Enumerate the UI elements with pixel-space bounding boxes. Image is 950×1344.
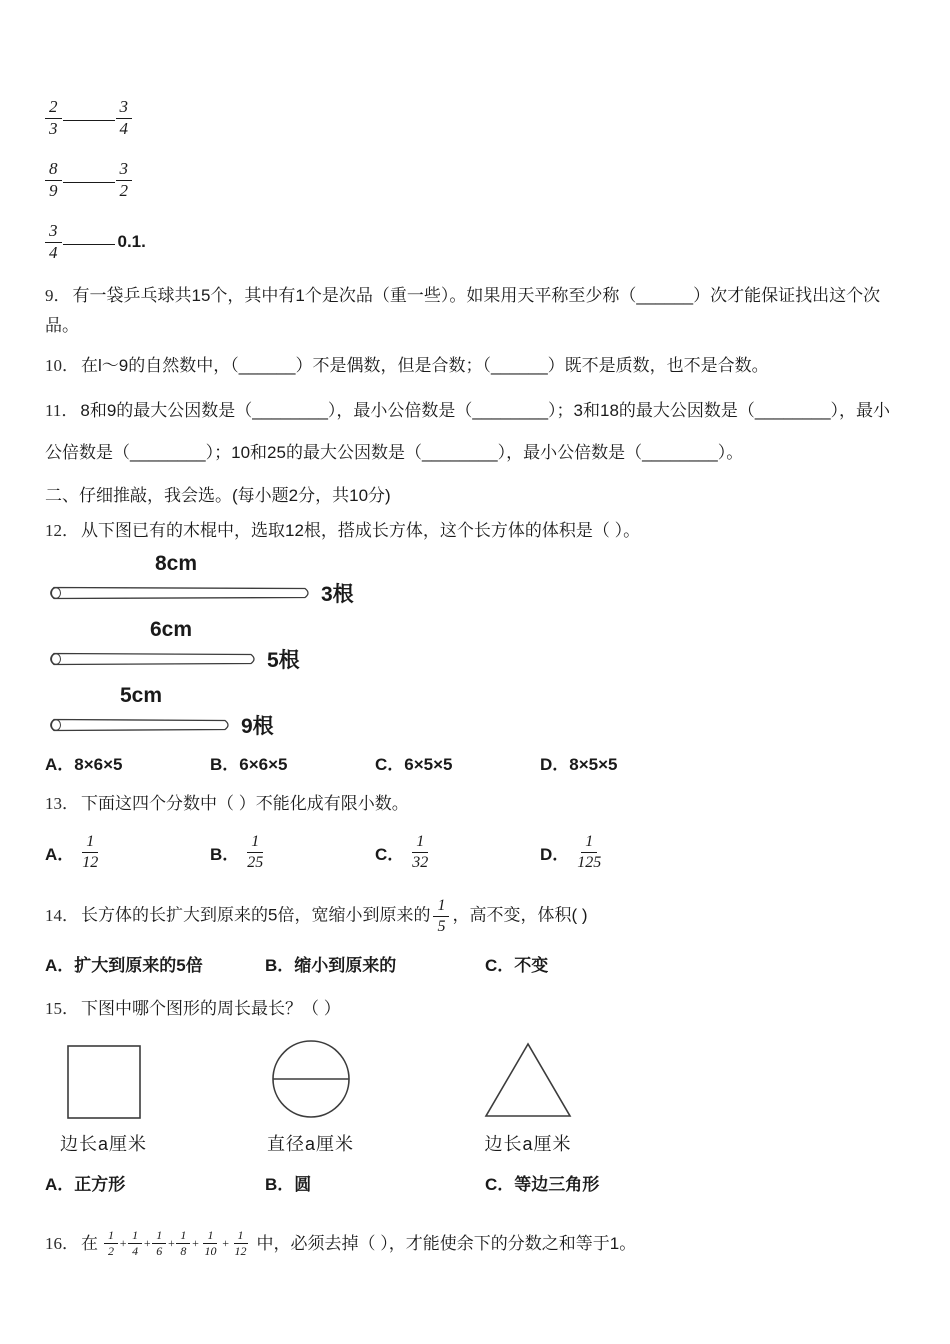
option-b bbox=[210, 833, 375, 871]
option-a: A．正方形 bbox=[45, 1175, 126, 1195]
fraction bbox=[176, 1229, 190, 1258]
option-a: A．8×6×5 bbox=[45, 755, 123, 775]
question-number: 16． bbox=[45, 1234, 79, 1254]
question-text-after: ，高不变，体积( ) bbox=[452, 905, 588, 925]
fraction-numerator: 1 bbox=[82, 833, 98, 853]
plus-sign: + bbox=[143, 1236, 152, 1251]
decimal-value: 0.1. bbox=[117, 232, 146, 251]
answer-blank bbox=[63, 243, 115, 245]
q13-options bbox=[45, 833, 912, 871]
triangle-label: 边长a厘米 bbox=[484, 1134, 572, 1155]
circle-label: 直径a厘米 bbox=[267, 1134, 355, 1155]
fraction bbox=[78, 833, 102, 871]
fraction bbox=[104, 1229, 118, 1258]
question-text-after: 中，必须去掉（ ），才能使余下的分数之和等于1。 bbox=[256, 1234, 637, 1254]
stick-drawing bbox=[45, 651, 259, 667]
fraction-numerator: 1 bbox=[433, 897, 449, 917]
fraction-compare-row-2 bbox=[45, 157, 912, 203]
q12-options bbox=[45, 750, 912, 775]
fraction-denominator: 6 bbox=[156, 1244, 163, 1259]
triangle-shape bbox=[482, 1040, 574, 1120]
question-9 bbox=[45, 281, 912, 341]
fraction-numerator: 1 bbox=[234, 1229, 248, 1244]
fraction-denominator: 10 bbox=[204, 1244, 217, 1259]
question-number: 13． bbox=[45, 794, 79, 814]
option-c: C．不变 bbox=[485, 956, 549, 976]
fraction-denominator: 12 bbox=[234, 1244, 247, 1259]
question-13 bbox=[45, 789, 912, 819]
option-letter: A． bbox=[45, 844, 75, 864]
fraction-numerator: 1 bbox=[104, 1229, 118, 1244]
question-text-before: 在 bbox=[81, 1234, 98, 1254]
fraction-denominator: 2 bbox=[108, 1244, 114, 1259]
fraction-denominator: 12 bbox=[82, 853, 99, 871]
option-b: B．缩小到原来的 bbox=[265, 956, 397, 976]
option-letter: D． bbox=[540, 844, 570, 864]
question-number: 9． bbox=[45, 286, 71, 305]
square-label: 边长a厘米 bbox=[60, 1134, 148, 1155]
fraction bbox=[433, 897, 449, 935]
fraction bbox=[573, 833, 605, 871]
fraction-numerator: 3 bbox=[116, 160, 133, 181]
fraction bbox=[128, 1229, 142, 1258]
fraction-numerator: 1 bbox=[152, 1229, 166, 1244]
section-2-title: 二、仔细推敲，我会选。(每小题2分，共10分) bbox=[45, 485, 391, 505]
fraction-numerator: 1 bbox=[247, 833, 263, 853]
question-text-line2: 公倍数是（________）；10和25的最大公因数是（________），最小公倍数是（________）。 bbox=[45, 442, 744, 462]
fraction-numerator: 8 bbox=[45, 160, 62, 181]
fraction-left bbox=[45, 222, 62, 262]
question-number: 10． bbox=[45, 355, 79, 375]
fraction bbox=[200, 1229, 220, 1258]
question-number: 15． bbox=[45, 999, 79, 1019]
question-text: 下面这四个分数中（ ）不能化成有限小数。 bbox=[81, 794, 409, 814]
q15-options bbox=[45, 1170, 912, 1195]
stick-length-label: 6cm bbox=[150, 618, 193, 642]
option-d: D．8×5×5 bbox=[540, 755, 618, 775]
fraction-numerator: 1 bbox=[203, 1229, 217, 1244]
fraction-left bbox=[45, 98, 62, 138]
fraction-numerator: 2 bbox=[45, 98, 62, 119]
q14-options bbox=[45, 951, 912, 976]
fraction bbox=[408, 833, 432, 871]
square-shape bbox=[66, 1044, 142, 1120]
stick-drawing bbox=[45, 585, 313, 601]
circle-shape bbox=[270, 1038, 352, 1120]
fraction-numerator: 1 bbox=[176, 1229, 190, 1244]
question-number: 12． bbox=[45, 521, 79, 541]
fraction-denominator: 4 bbox=[132, 1244, 139, 1259]
question-text: 从下图已有的木棍中，选取12根，搭成长方体，这个长方体的体积是（ ）。 bbox=[81, 521, 641, 541]
stick-group-5cm bbox=[45, 684, 912, 740]
option-b: B．6×6×5 bbox=[210, 755, 288, 775]
answer-blank bbox=[63, 119, 115, 121]
fraction bbox=[231, 1229, 251, 1258]
question-number: 14． bbox=[45, 905, 79, 925]
question-11 bbox=[45, 390, 912, 473]
triangle-figure bbox=[482, 1040, 574, 1156]
question-16 bbox=[45, 1229, 912, 1268]
fraction-denominator: 8 bbox=[180, 1244, 187, 1259]
square-figure bbox=[60, 1044, 147, 1156]
option-c: C．等边三角形 bbox=[485, 1175, 600, 1195]
fraction-numerator: 1 bbox=[412, 833, 428, 853]
question-text: 下图中哪个图形的周长最长？（ ） bbox=[81, 999, 341, 1019]
fraction-denominator: 4 bbox=[119, 118, 128, 138]
fraction-compare-row-3 bbox=[45, 219, 912, 265]
fraction-numerator: 3 bbox=[45, 222, 62, 243]
circle-figure bbox=[267, 1038, 354, 1156]
fraction bbox=[243, 833, 267, 871]
fraction-right bbox=[116, 98, 133, 138]
question-15 bbox=[45, 994, 912, 1024]
question-number: 11． bbox=[45, 401, 79, 421]
fraction-denominator: 5 bbox=[437, 917, 446, 935]
plus-sign: + bbox=[221, 1236, 230, 1251]
option-a bbox=[45, 833, 210, 871]
fraction-denominator: 2 bbox=[119, 180, 128, 200]
question-text: 在l～9的自然数中，（______）不是偶数，但是合数；（______）既不是质数，也不是合数。 bbox=[81, 355, 769, 375]
option-letter: B． bbox=[210, 844, 240, 864]
stick-drawing bbox=[45, 717, 233, 733]
fraction-compare-row-1 bbox=[45, 95, 912, 141]
stick-length-label: 5cm bbox=[120, 684, 163, 708]
stick-count-label: 5根 bbox=[267, 649, 300, 673]
question-12 bbox=[45, 516, 912, 546]
answer-blank bbox=[63, 181, 115, 183]
fraction-denominator: 4 bbox=[49, 242, 58, 262]
option-c bbox=[375, 833, 540, 871]
fraction-denominator: 125 bbox=[577, 853, 602, 871]
option-c: C．6×5×5 bbox=[375, 755, 453, 775]
shapes-figure bbox=[45, 1038, 912, 1156]
fraction-denominator: 32 bbox=[412, 853, 429, 871]
stick-group-6cm bbox=[45, 618, 912, 674]
fraction-sum bbox=[104, 1229, 251, 1258]
fraction-denominator: 3 bbox=[49, 118, 58, 138]
option-b: B．圆 bbox=[265, 1175, 312, 1195]
fraction-numerator: 3 bbox=[116, 98, 133, 119]
stick-count-label: 3根 bbox=[321, 583, 354, 607]
question-10 bbox=[45, 351, 912, 381]
sticks-figure bbox=[45, 552, 912, 740]
plus-sign: + bbox=[119, 1236, 128, 1251]
fraction bbox=[152, 1229, 166, 1258]
fraction-denominator: 9 bbox=[49, 180, 58, 200]
option-a: A．扩大到原来的5倍 bbox=[45, 956, 203, 976]
stick-group-8cm bbox=[45, 552, 912, 608]
option-d bbox=[540, 833, 705, 871]
stick-length-label: 8cm bbox=[155, 552, 198, 576]
plus-sign: + bbox=[167, 1236, 176, 1251]
fraction-numerator: 1 bbox=[581, 833, 597, 853]
question-14 bbox=[45, 897, 912, 935]
question-text-before: 长方体的长扩大到原来的5倍，宽缩小到原来的 bbox=[81, 905, 431, 925]
fraction-right bbox=[116, 160, 133, 200]
fraction-left bbox=[45, 160, 62, 200]
plus-sign: + bbox=[191, 1236, 200, 1251]
question-text: 有一袋乒乓球共15个，其中有1个是次品（重一些）。如果用天平称至少称（______）次才能保证找出这个次品。 bbox=[45, 286, 881, 335]
fraction-denominator: 25 bbox=[247, 853, 264, 871]
stick-count-label: 9根 bbox=[241, 715, 274, 739]
fraction-numerator: 1 bbox=[128, 1229, 142, 1244]
option-letter: C． bbox=[375, 844, 405, 864]
question-text-line1: 8和9的最大公因数是（________），最小公倍数是（________）；3和18的最大公因数是（________），最小 bbox=[80, 401, 891, 421]
